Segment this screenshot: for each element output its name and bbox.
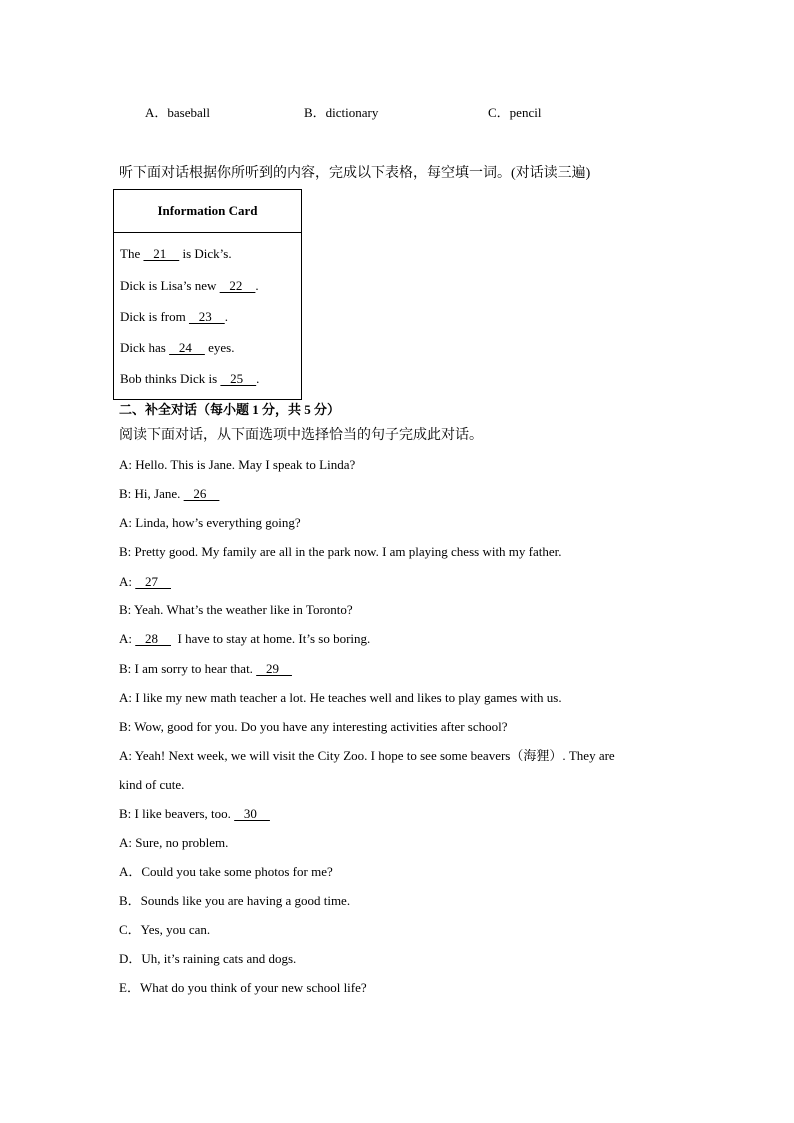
dialogue-line: B: Hi, Jane. 26: [119, 486, 220, 501]
choice-e: E．What do you think of your new school life?: [119, 980, 367, 995]
dialogue-line: kind of cute.: [119, 777, 185, 792]
dialogue-line: A: Hello. This is Jane. May I speak to Linda?: [119, 457, 356, 472]
dialogue-line: B: Pretty good. My family are all in the park now. I am playing chess with my father.: [119, 544, 562, 559]
choice-a: A．Could you take some photos for me?: [119, 864, 333, 879]
card-row: The 21 is Dick’s.: [120, 246, 232, 261]
dialogue-line: B: Yeah. What’s the weather like in Toronto?: [119, 602, 353, 617]
information-card: [113, 189, 302, 400]
section-instruction: 阅读下面对话，从下面选项中选择恰当的句子完成此对话。: [119, 428, 483, 443]
blank-24: 24: [169, 340, 205, 355]
dialogue-line: A: 28 I have to stay at home. It’s so boring.: [119, 631, 371, 646]
card-row: Dick is from 23 .: [120, 309, 228, 324]
choice-b: B．Sounds like you are having a good time.: [119, 893, 351, 908]
dialogue-line: B: I am sorry to hear that. 29: [119, 661, 292, 676]
option-b: B．dictionary: [304, 105, 379, 120]
choice-c: C．Yes, you can.: [119, 922, 211, 937]
dialogue-line: B: Wow, good for you. Do you have any interesting activities after school?: [119, 719, 508, 734]
blank-25: 25: [220, 371, 257, 386]
dialogue-line: A: Sure, no problem.: [119, 835, 229, 850]
card-row: Dick has 24 eyes.: [120, 340, 235, 355]
blank-28: 28: [135, 631, 171, 646]
blank-22: 22: [219, 278, 256, 293]
dialogue-line: B: I like beavers, too. 30: [119, 806, 270, 821]
listening-instruction: 听下面对话根据你所听到的内容，完成以下表格，每空填一词。(对话读三遍): [119, 166, 591, 181]
card-row: Bob thinks Dick is 25 .: [120, 371, 260, 386]
option-c: C．pencil: [488, 105, 542, 120]
dialogue-line: A: Yeah! Next week, we will visit the City Zoo. I hope to see some beavers（海狸）. They are: [119, 748, 615, 763]
card-row: Dick is Lisa’s new 22 .: [120, 278, 259, 293]
section-heading: 二、补全对话（每小题 1 分，共 5 分）: [119, 402, 341, 417]
blank-23: 23: [188, 309, 225, 324]
option-a: A．baseball: [145, 105, 210, 120]
card-title: Information Card: [114, 190, 301, 233]
choice-d: D．Uh, it’s raining cats and dogs.: [119, 951, 297, 966]
dialogue-line: A: I like my new math teacher a lot. He teaches well and likes to play games with us.: [119, 690, 562, 705]
blank-30: 30: [234, 806, 270, 821]
blank-21: 21: [143, 246, 180, 261]
dialogue-line: A: 27: [119, 574, 171, 589]
blank-26: 26: [183, 486, 220, 501]
blank-27: 27: [135, 574, 171, 589]
blank-29: 29: [256, 661, 292, 676]
dialogue-line: A: Linda, how’s everything going?: [119, 515, 301, 530]
